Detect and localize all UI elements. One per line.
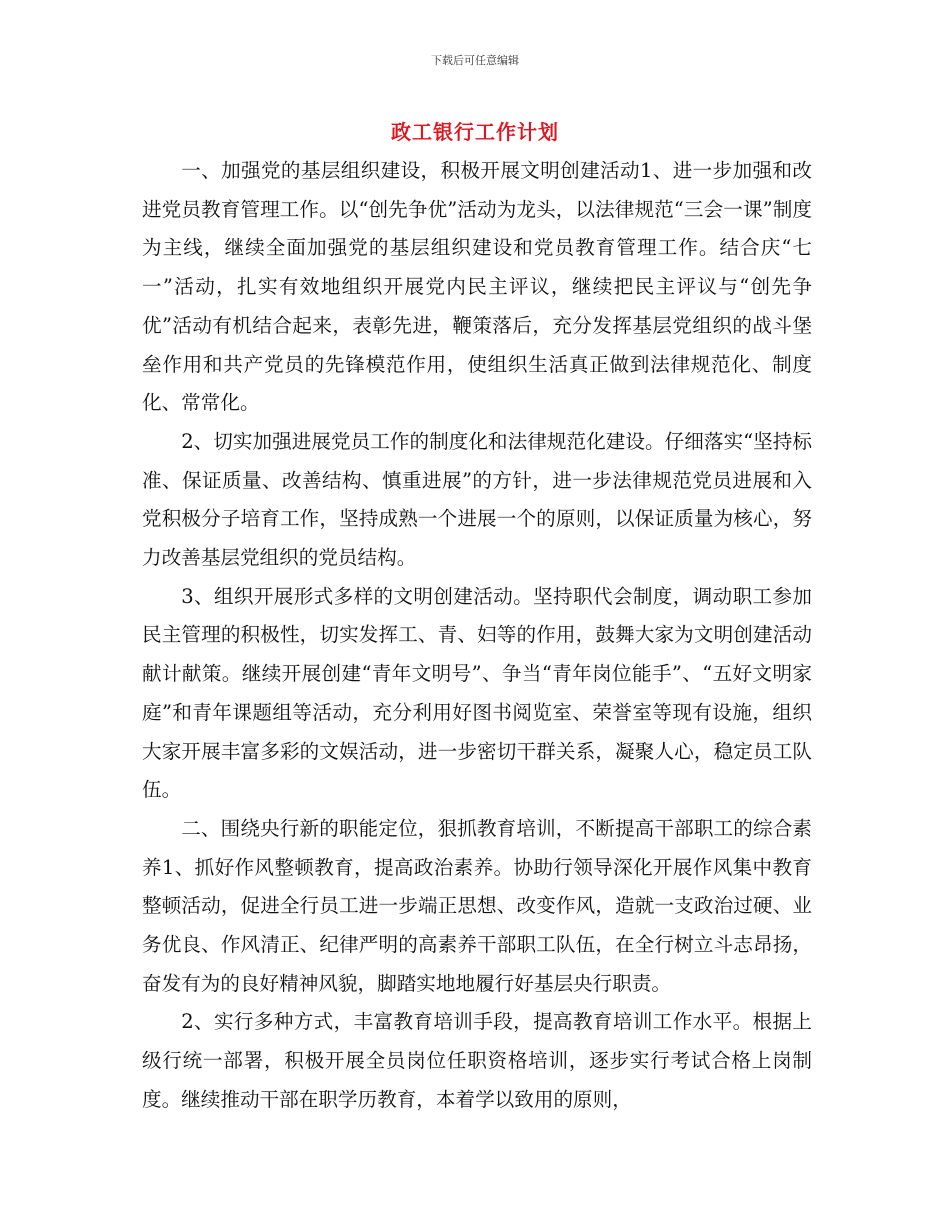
page-header-note: 下载后可任意编辑	[431, 54, 519, 67]
document-title: 政工银行工作计划	[391, 120, 559, 144]
paragraph: 2、切实加强进展党员工作的制度化和法律规范化建设。仔细落实“坚持标准、保证质量、改善结构、慎重进展”的方针，进一步法律规范党员进展和入党积极分子培育工作，坚持成熟一个进展一个的原则，以保证质量为核心，努力改善基层党组织的党员结构。	[142, 429, 812, 570]
paragraph: 二、围绕央行新的职能定位，狠抓教育培训，不断提高干部职工的综合素养1、抓好作风整顿教育，提高政治素养。协助行领导深化开展作风集中教育整顿活动，促进全行员工进一步端正思想、改变作风，造就一支政治过硬、业务优良、作风清正、纪律严明的高素养干部职工队伍，在全行树立斗志昂扬，奋发有为的良好精神风貌，脚踏实地地履行好基层央行职责。	[142, 816, 812, 995]
paragraph: 2、实行多种方式，丰富教育培训手段，提高教育培训工作水平。根据上级行统一部署，积极开展全员岗位任职资格培训，逐步实行考试合格上岗制度。继续推动干部在职学历教育，本着学以致用的原则，	[142, 1010, 812, 1111]
document-body	[142, 152, 812, 1120]
paragraph: 一、加强党的基层组织建设，积极开展文明创建活动1、进一步加强和改进党员教育管理工作。以“创先争优”活动为龙头，以法律规范“三会一课”制度为主线，继续全面加强党的基层组织建设和党员教育管理工作。结合庆“七一”活动，扎实有效地组织开展党内民主评议，继续把民主评议与“创先争优”活动有机结合起来，表彰先进，鞭策落后，充分发挥基层党组织的战斗堡垒作用和共产党员的先锋模范作用，使组织生活真正做到法律规范化、制度化、常常化。	[142, 159, 812, 415]
paragraph: 3、组织开展形式多样的文明创建活动。坚持职代会制度，调动职工参加民主管理的积极性，切实发挥工、青、妇等的作用，鼓舞大家为文明创建活动献计献策。继续开展创建“青年文明号”、争当“青年岗位能手”、“五好文明家庭”和青年课题组等活动，充分利用好图书阅览室、荣誉室等现有设施，组织大家开展丰富多彩的文娱活动，进一步密切干群关系，凝聚人心，稳定员工队伍。	[142, 584, 812, 802]
